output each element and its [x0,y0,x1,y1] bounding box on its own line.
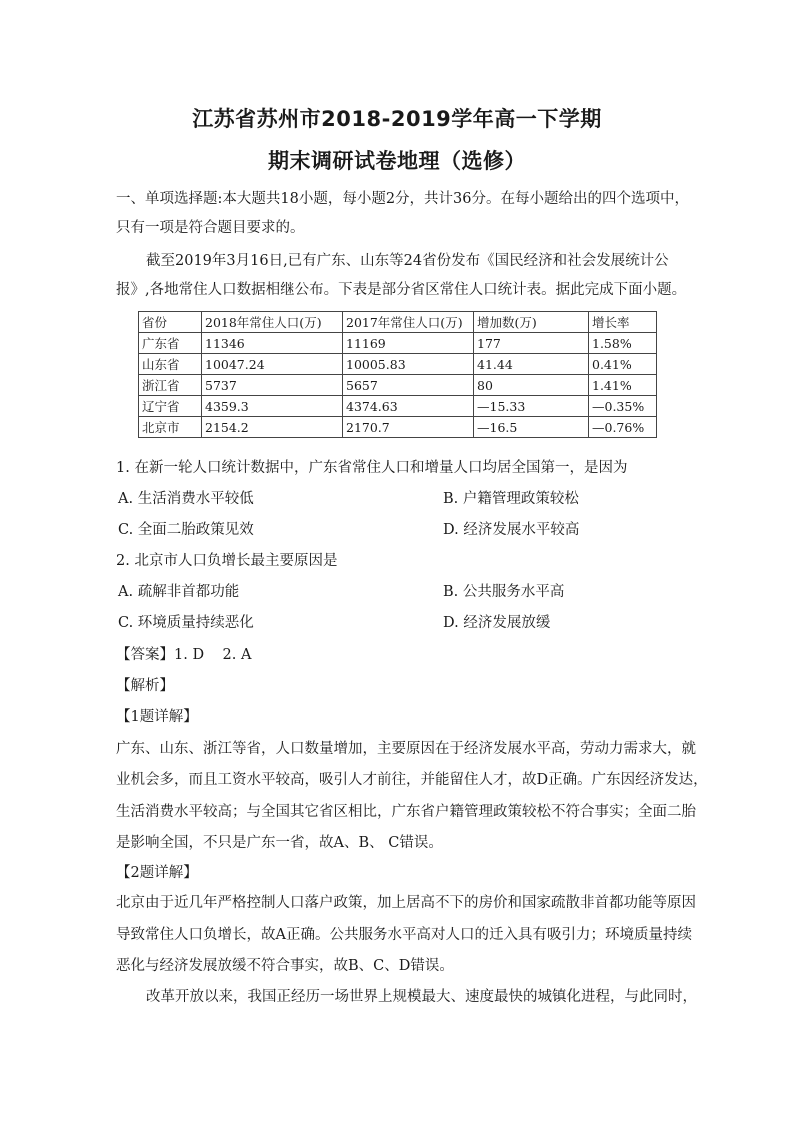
detail-1-line: 广东、山东、浙江等省，人口数量增加，主要原因在于经济发展水平高，劳动力需求大，就 [116,741,696,757]
population-table [138,311,657,438]
table-cell: 浙江省 [139,375,202,396]
table-cell: 10047.24 [202,354,343,375]
table-cell: —16.5 [474,417,589,438]
analysis-label: 【解析】 [116,678,174,694]
table-cell: 177 [474,333,589,354]
table-cell: —0.35% [589,396,657,417]
section-instructions-line: 一、单项选择题:本大题共18小题，每小题2分，共计36分。在每小题给出的四个选项中， [116,191,690,207]
question-2-option-b: B. 公共服务水平高 [443,584,565,600]
header-increase: 增加数(万) [474,312,589,333]
section-instructions-line: 只有一项是符合题目要求的。 [116,220,305,236]
table-cell: 80 [474,375,589,396]
question-1-option-b: B. 户籍管理政策较松 [443,491,579,507]
table-cell: 2170.7 [343,417,474,438]
table-cell: 5657 [343,375,474,396]
table-cell: 41.44 [474,354,589,375]
detail-2-line: 恶化与经济发展放缓不符合事实，故B、C、D错误。 [116,958,454,974]
question-1-option-c: C. 全面二胎政策见效 [118,522,254,538]
table-row [139,396,657,417]
header-province: 省份 [139,312,202,333]
detail-1-line: 生活消费水平较高；与全国其它省区相比，广东省户籍管理政策较松不符合事实；全面二胎 [116,804,696,820]
closing-paragraph-line: 改革开放以来，我国正经历一场世界上规模最大、速度最快的城镇化进程，与此同时， [146,989,697,1005]
table-cell: 山东省 [139,354,202,375]
question-1-option-d: D. 经济发展水平较高 [443,522,580,538]
header-pop-2017: 2017年常住人口(万) [343,312,474,333]
table-row [139,417,657,438]
question-1-option-a: A. 生活消费水平较低 [118,491,254,507]
detail-2-line: 北京由于近几年严格控制人口落户政策，加上居高不下的房价和国家疏散非首都功能等原因 [116,895,696,911]
detail-1-label: 【1题详解】 [116,709,198,725]
detail-2-line: 导致常住人口负增长，故A正确。公共服务水平高对人口的迁入具有吸引力；环境质量持续 [116,927,692,943]
header-pop-2018: 2018年常住人口(万) [202,312,343,333]
table-cell: —15.33 [474,396,589,417]
table-cell: 11169 [343,333,474,354]
table-header-row [139,312,657,333]
table-cell: 广东省 [139,333,202,354]
table-cell: 0.41% [589,354,657,375]
table-cell: 2154.2 [202,417,343,438]
table-cell: 4359.3 [202,396,343,417]
question-2-option-a: A. 疏解非首都功能 [118,584,240,600]
detail-2-label: 【2题详解】 [116,865,198,881]
detail-1-line: 业机会多，而且工资水平较高，吸引人才前往，并能留住人才，故D正确。广东因经济发达， [116,772,708,788]
table-cell: 1.58% [589,333,657,354]
page-title: 江苏省苏州市2018-2019学年高一下学期 [192,107,602,131]
question-2-stem: 2. 北京市人口负增长最主要原因是 [116,553,338,569]
question-1-stem: 1. 在新一轮人口统计数据中，广东省常住人口和增量人口均居全国第一，是因为 [116,460,628,476]
table-row [139,354,657,375]
intro-paragraph-line: 报》,各地常住人口数据相继公布。下表是部分省区常住人口统计表。据此完成下面小题。 [116,282,687,298]
table-cell: 4374.63 [343,396,474,417]
intro-paragraph-line: 截至2019年3月16日,已有广东、山东等24省份发布《国民经济和社会发展统计公 [146,253,669,269]
question-2-option-d: D. 经济发展放缓 [443,615,551,631]
table-row [139,375,657,396]
table-cell: —0.76% [589,417,657,438]
answer-line: 【答案】1. D 2. A [116,647,252,663]
table-cell: 10005.83 [343,354,474,375]
table-cell: 1.41% [589,375,657,396]
table-cell: 11346 [202,333,343,354]
table-cell: 北京市 [139,417,202,438]
header-growth-rate: 增长率 [589,312,657,333]
detail-1-line: 是影响全国，不只是广东一省，故A、B、 C错误。 [116,835,443,851]
table-row [139,333,657,354]
table-cell: 辽宁省 [139,396,202,417]
question-2-option-c: C. 环境质量持续恶化 [118,615,254,631]
page-subtitle: 期末调研试卷地理（选修） [268,149,526,173]
table-cell: 5737 [202,375,343,396]
